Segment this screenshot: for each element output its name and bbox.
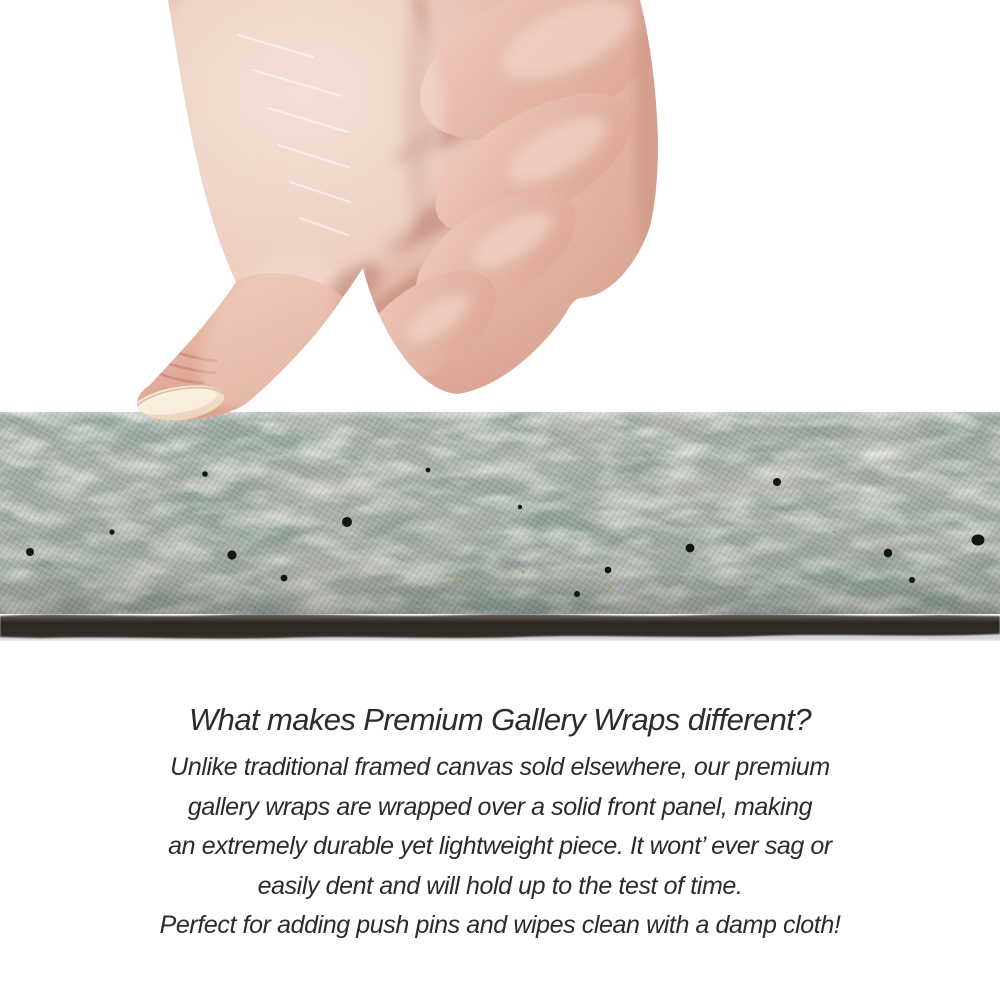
hand-thumb-pressing [118,0,678,428]
canvas-wrap-edge-strip [0,410,1000,650]
hand-graphic [118,0,678,428]
canvas-texture-graphic [0,410,1000,650]
body-line-3: an extremely durable yet lightweight piece. It wont’ ever sag or [168,832,832,860]
body-copy [0,748,1000,946]
body-line-1: Unlike traditional framed canvas sold elsewhere, our premium [170,753,830,781]
marketing-copy [0,698,1000,946]
body-line-2: gallery wraps are wrapped over a solid front panel, making [187,792,813,821]
body-line-5: Perfect for adding push pins and wipes clean with a damp cloth! [159,911,841,939]
headline: What makes Premium Gallery Wraps different? [189,702,811,737]
body-line-4: easily dent and will hold up to the test of time. [257,871,743,900]
